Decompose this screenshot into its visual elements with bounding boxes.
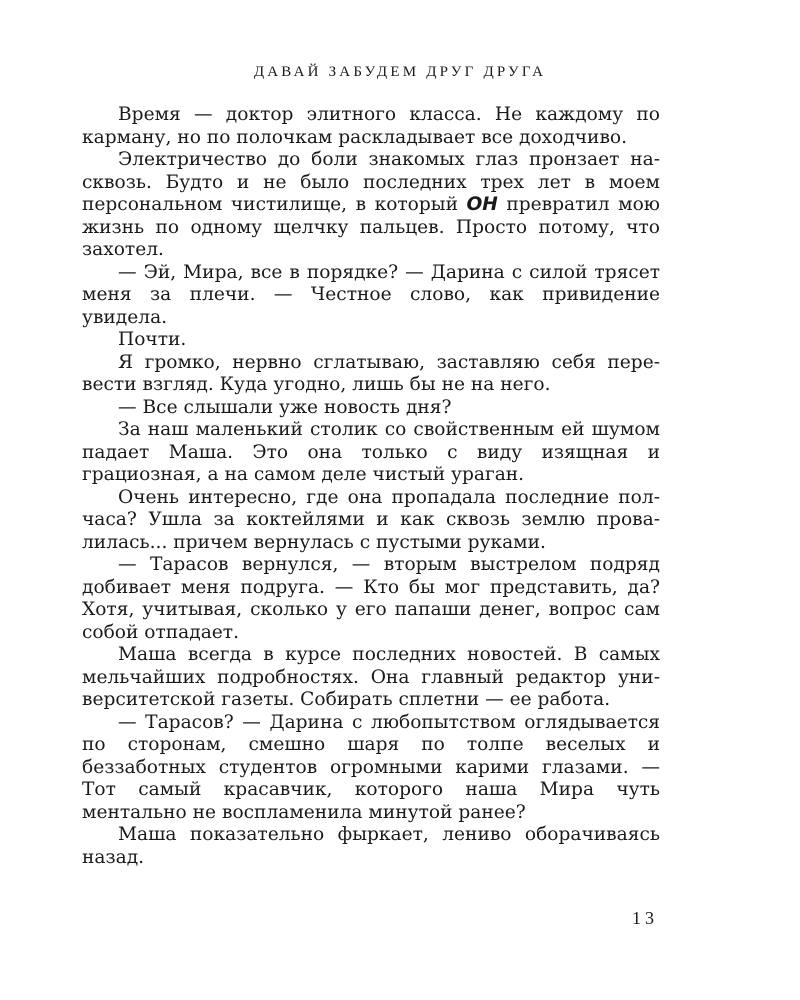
paragraph: Маша всегда в курсе последних новостей. В самых мельчайших подробностях. Она главный редактор университетской газеты. Собирать сплетни — ее работа. — [82, 644, 660, 710]
paragraph: Очень интересно, где она пропадала последние полчаса? Ушла за коктейлями и как сквозь землю провалилась... причем вернулась с пустыми руками. — [82, 486, 660, 553]
paragraph: Я громко, нервно сглатываю, заставляю себя перевести взгляд. Куда угодно, лишь бы не на него. — [82, 351, 660, 395]
paragraph: За наш маленький столик со свойственным ей шумом падает Маша. Это она только с виду изящная и грациозная, а на самом деле чистый ураган. — [82, 419, 660, 485]
paragraph: Маша показательно фыркает, лениво оборачиваясь назад. — [82, 824, 660, 868]
paragraph: — Тарасов? — Дарина с любопытством оглядывается по сторонам, смешно шаря по толпе веселых и беззаботных студентов огромными карими глазами. — Тот самый красавчик, которого наша Мира чуть ментально не воспламенила минутой ранее? — [82, 711, 660, 823]
paragraph: Почти. — [118, 329, 187, 350]
paragraph-text: Электричество до боли знакомых глаз пронзает насквозь. Будто и не было последних трех лет в моем персональном чистилище, в который — [82, 149, 660, 215]
paragraph: — Тарасов вернулся, — вторым выстрелом подряд добивает меня подруга. — Кто бы мог представить, да? Хотя, учитывая, сколько у его папаши денег, вопрос сам собой отпадает. — [82, 554, 660, 643]
paragraph — [82, 149, 660, 262]
emphasis-word: ОН — [466, 194, 498, 215]
paragraph: — Эй, Мира, все в порядке? — Дарина с силой трясет меня за плечи. — Честное слово, как привидение увидела. — [82, 261, 660, 328]
paragraph: — Все слышали уже новость дня? — [118, 396, 452, 418]
paragraph: Время — доктор элитного класса. Не каждому по карману, но по полочкам раскладывает все доходчиво. — [82, 104, 660, 148]
page-number: 13 — [632, 908, 658, 928]
running-head: ДАВАЙ ЗАБУДЕМ ДРУГ ДРУГА — [253, 64, 547, 80]
body-text — [82, 104, 660, 869]
paragraph-text-tail: превратил мою жизнь по одному щелчку пальцев. Просто потому, что захотел. — [82, 194, 660, 260]
